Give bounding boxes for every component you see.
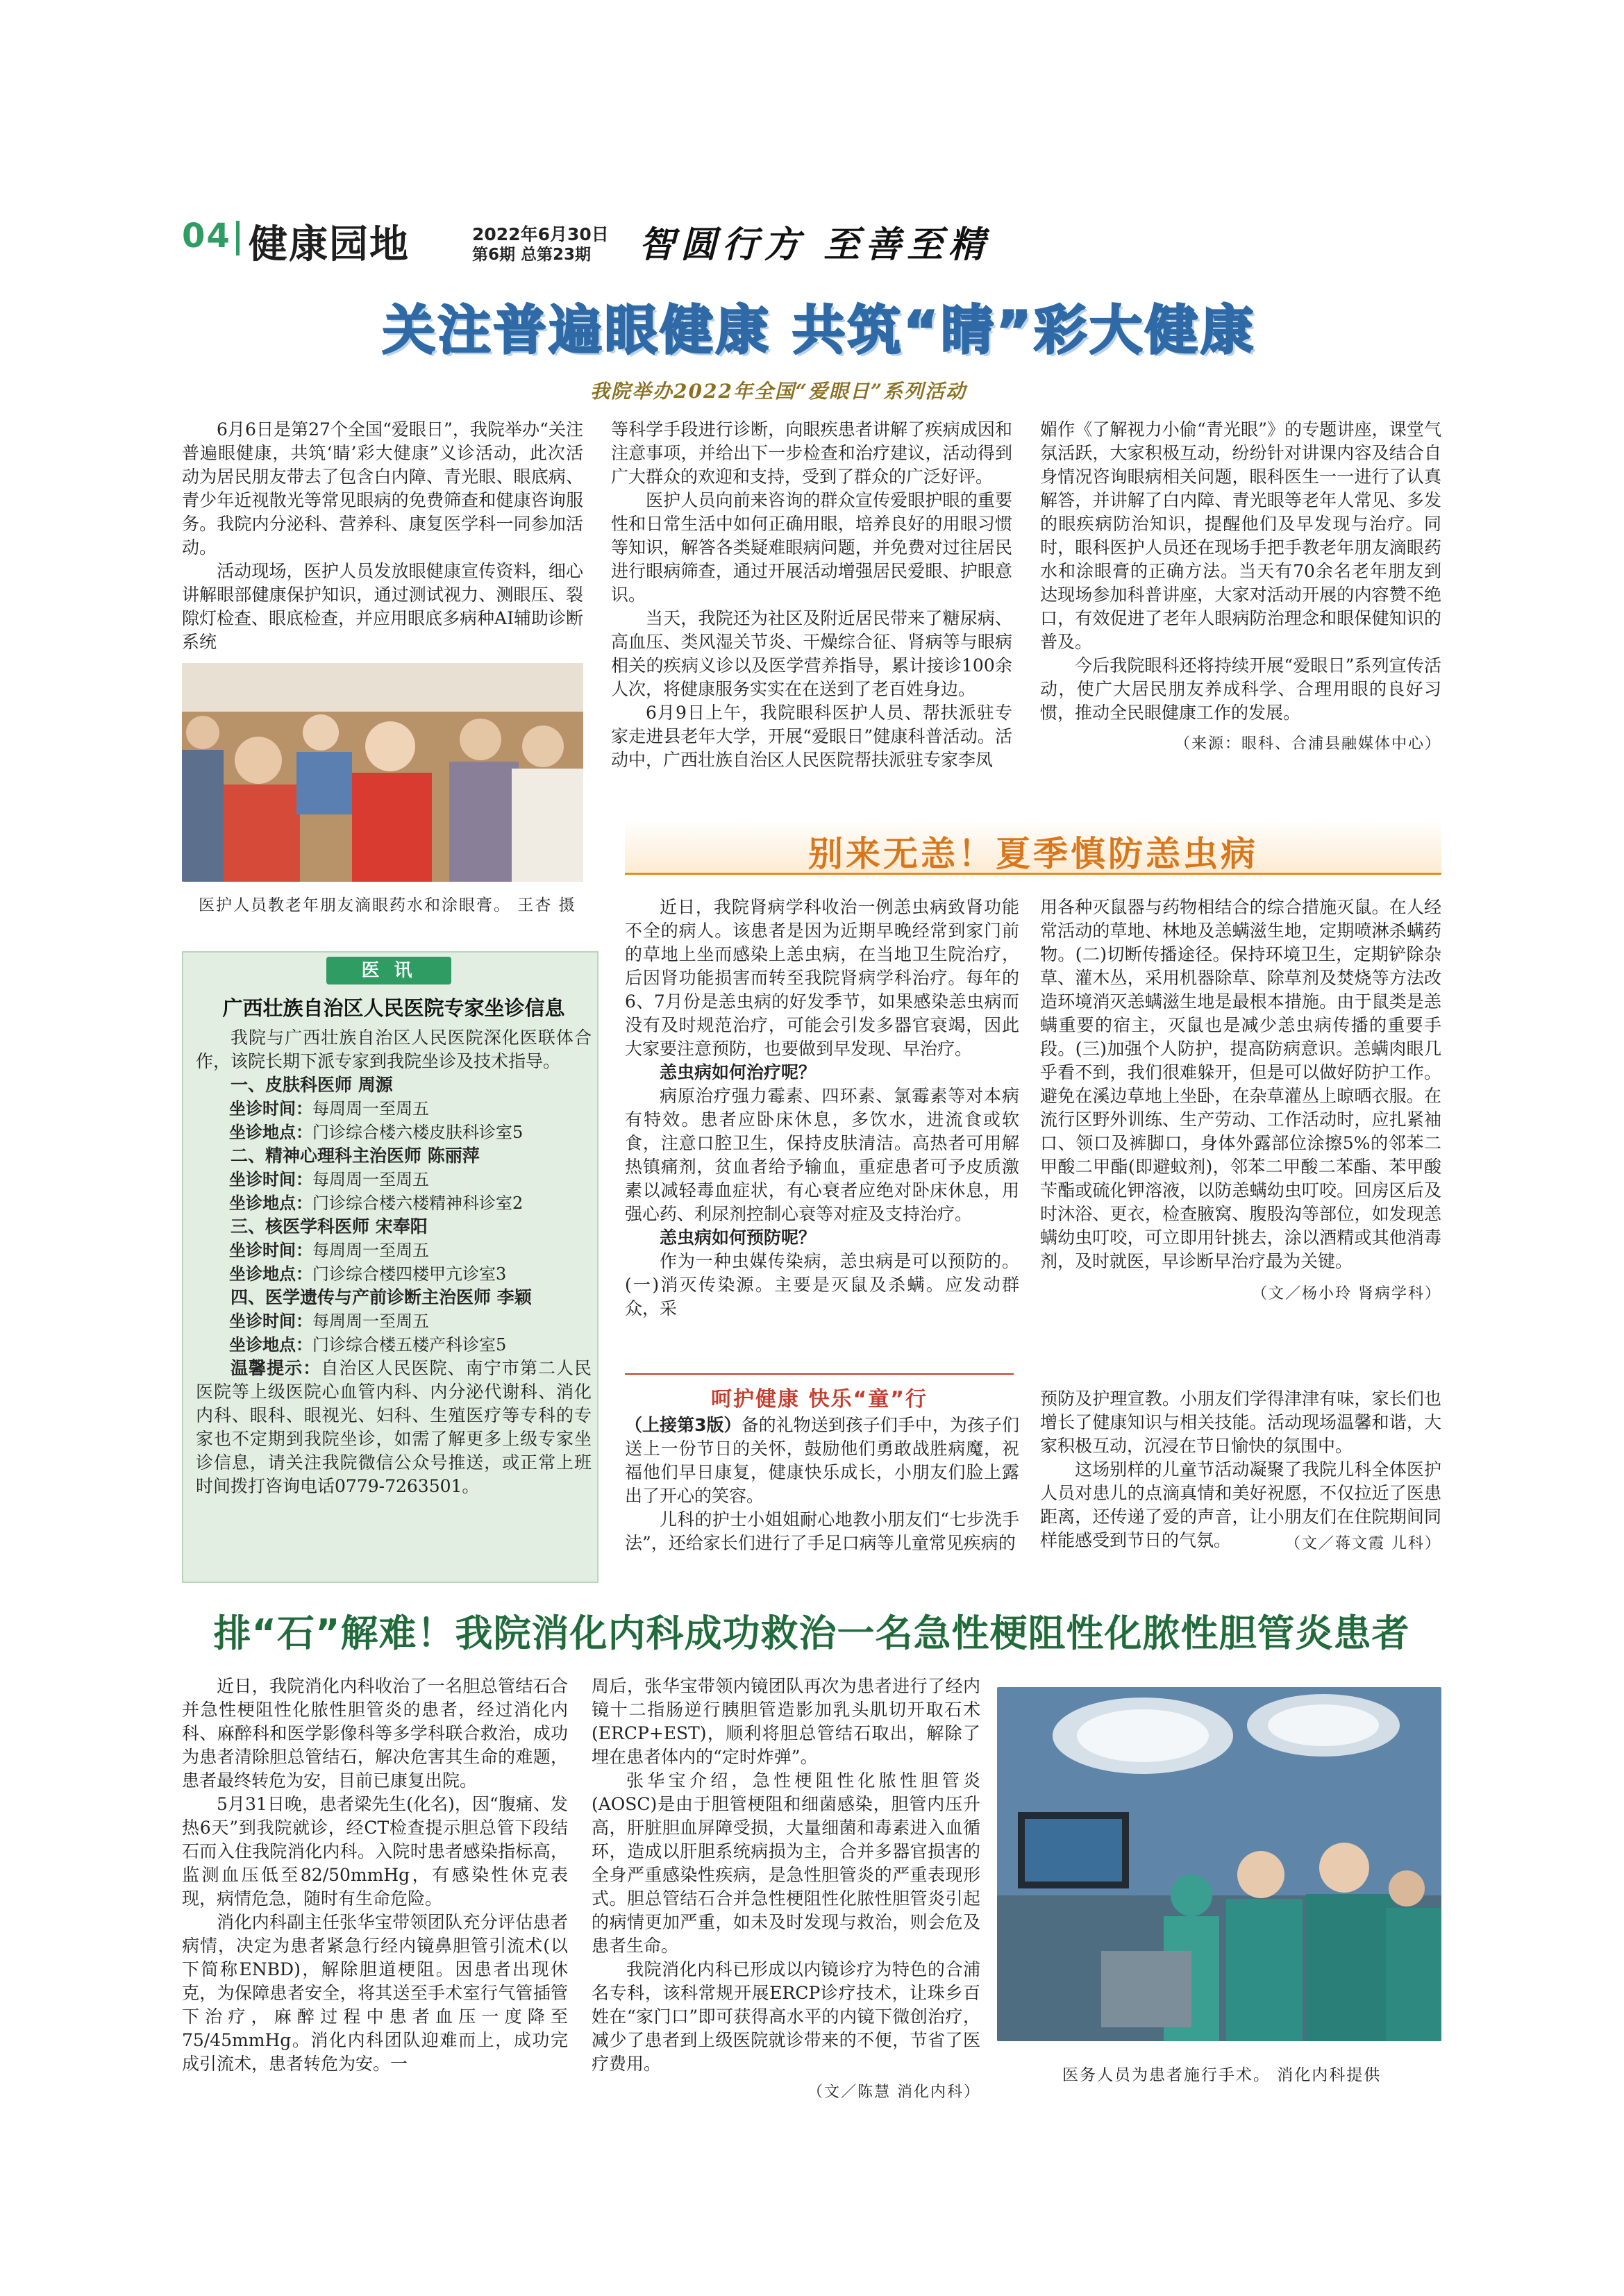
article2-paragraph: 用各种灭鼠器与药物相结合的综合措施灭鼠。在人经常活动的草地、林地及恙螨滋生地，定期喷淋杀螨药物。(二)切断传播途径。保持环境卫生，定期铲除杂草、灌木丛，采用机器除草、除草剂及焚烧等方法改造环境消灭恙螨滋生地是最根本措施。由于鼠类是恙螨重要的宿主，灭鼠也是减少恙虫病传播的重要手段。(三)加强个人防护，提高防病意识。恙螨肉眼几乎看不到，我们很难躲开，但是可以做好防护工作。避免在溪边草地上坐卧，在杂草灌丛上晾晒衣服。在流行区野外训练、生产劳动、工作活动时，应扎紧袖口、领口及裤脚口，身体外露部位涂擦5%的邻苯二甲酸二甲酯(即避蚊剂)，邻苯二甲酸二苯酯、苯甲酸苄酯或硫化钾溶液，以防恙螨幼虫叮咬。回房区后及时沐浴、更衣，检查腋窝、腹股沟等部位，如发现恙螨幼虫叮咬，可立即用针挑去，涂以酒精或其他消毒剂，及时就医，早诊断早治疗最为关键。 [1040, 897, 1441, 1271]
article3-paragraph: 预防及护理宣教。小朋友们学得津津有味，家长们也增长了健康知识与相关技能。活动现场温馨和谐，大家积极互动，沉浸在节日愉快的氛围中。 [1040, 1389, 1441, 1456]
place-value: 门诊综合楼六楼精神科诊室2 [312, 1193, 524, 1213]
article3-credit: （文／蒋文霞 儿科） [1285, 1535, 1441, 1552]
expert-item [196, 1286, 592, 1357]
article1-paragraph: 今后我院眼科还将持续开展“爱眼日”系列宣传活动，使广大居民朋友养成科学、合理用眼的良好习惯，推动全民眼健康工作的发展。 [1040, 655, 1441, 723]
article4-paragraph: 5月31日晚，患者梁先生(化名)，因“腹痛、发热6天”到我院就诊，经CT检查提示胆总管下段结石而入住我院消化内科。入院时患者感染指标高，监测血压低至82/50mmHg，有感染性休克表现，病情危急，随时有生命危险。 [182, 1794, 568, 1909]
time-label: 坐诊时间： [229, 1170, 312, 1189]
expert-heading: 一、皮肤科医师 周源 [231, 1075, 393, 1095]
article3-paragraph: 儿科的护士小姐姐耐心地教小朋友们“七步洗手法”，还给家长们进行了手足口病等儿童常见疾病的 [625, 1509, 1019, 1553]
article4-paragraph: 消化内科副主任张华宝带领团队充分评估患者病情，决定为患者紧急行经内镜鼻胆管引流术(以下简称ENBD)，解除胆道梗阻。因患者出现休克，为保障患者安全，将其送至手术室行气管插管下治疗，麻醉过程中患者血压一度降至75/45mmHg。消化内科团队迎难而上，成功完成引流术，患者转危为安。一 [182, 1912, 568, 2074]
tip-text: 自治区人民医院、南宁市第二人民医院等上级医院心血管内科、内分泌代谢科、消化内科、眼科、眼视光、妇科、生殖医疗等专科的专家也不定期到我院坐诊，如需了解更多上级专家坐诊信息，请关注我院微信公众号推送，或正常上班时间拨打咨询电话0779-7263501。 [196, 1358, 592, 1496]
article2-credit: （文／杨小玲 肾病学科） [1252, 1285, 1441, 1302]
expert-heading: 三、核医学科医师 宋奉阳 [231, 1216, 428, 1237]
hospital-motto: 智圆行方 至善至精 [639, 224, 991, 266]
continued-label: （上接第3版） [625, 1415, 742, 1435]
article2-subheading: 恙虫病如何预防呢？ [660, 1227, 817, 1248]
place-label: 坐诊地点： [229, 1123, 312, 1142]
notice-title: 广西壮族自治区人民医院专家坐诊信息 [222, 996, 565, 1020]
time-label: 坐诊时间： [229, 1099, 312, 1118]
section-title: 健康园地 [249, 221, 410, 267]
article2-col1 [625, 896, 1019, 1321]
surgery-photo [997, 1687, 1441, 2041]
time-label: 坐诊时间： [229, 1312, 312, 1331]
expert-item [196, 1144, 592, 1215]
article3-paragraph: 备的礼物送到孩子们手中，为孩子们送上一份节日的关怀，鼓励他们勇敢战胜病魔，祝福他们早日康复，健康快乐成长，小朋友们脸上露出了开心的笑容。 [625, 1415, 1019, 1506]
place-value: 门诊综合楼四楼甲亢诊室3 [312, 1264, 507, 1284]
notice-body [196, 1026, 592, 1498]
article3-rule [625, 1373, 1014, 1375]
issue-date: 2022年6月30日 [472, 224, 609, 244]
article3-col2 [1040, 1387, 1441, 1553]
place-label: 坐诊地点： [229, 1264, 312, 1284]
article4-col2 [592, 1675, 980, 2102]
expert-item [196, 1073, 592, 1144]
eye-care-photo [182, 663, 583, 882]
article1-paragraph: 6月6日是第27个全国“爱眼日”，我院举办“关注普遍眼健康，共筑‘睛’彩大健康”义诊活动，此次活动为居民朋友带去了包含白内障、青光眼、眼底病、青少年近视散光等常见眼病的免费筛查和健康咨询服务。我院内分泌科、营养科、康复医学科一同参加活动。 [182, 419, 583, 558]
time-value: 每周周一至周五 [312, 1170, 429, 1189]
expert-heading: 二、精神心理科主治医师 陈丽萍 [231, 1146, 480, 1166]
article1-paragraph: 当天，我院还为社区及附近居民带来了糖尿病、高血压、类风湿关节炎、干燥综合征、肾病等与眼病相关的疾病义诊以及医学营养指导，累计接诊100余人次，将健康服务实实在在送到了老百姓身边。 [611, 608, 1012, 699]
article4-paragraph: 张华宝介绍，急性梗阻性化脓性胆管炎(AOSC)是由于胆管梗阻和细菌感染，胆管内压升高，肝脏胆血屏障受损，大量细菌和毒素进入血循环，造成以肝胆系统病损为主，合并多器官损害的全身严重感染性疾病，是急性胆管炎的严重表现形式。胆总管结石合并急性梗阻性化脓性胆管炎引起的病情更加严重，如未及时发现与救治，则会危及患者生命。 [592, 1770, 980, 1956]
time-value: 每周周一至周五 [312, 1241, 429, 1260]
time-value: 每周周一至周五 [312, 1312, 429, 1331]
article2-paragraph: 作为一种虫媒传染病，恙虫病是可以预防的。(一)消灭传染源。主要是灭鼠及杀螨。应发动群众，采 [625, 1251, 1019, 1318]
place-label: 坐诊地点： [229, 1335, 312, 1355]
article3-paragraph: 这场别样的儿童节活动凝聚了我院儿科全体医护人员对患儿的点滴真情和美好祝愿，不仅拉近了医患距离，还传递了爱的声音，让小朋友们在住院期间同样能感受到节日的气氛。 [1040, 1459, 1441, 1550]
article2-headline: 别来无恙！夏季慎防恙虫病 [808, 834, 1258, 874]
article1-col1 [182, 418, 583, 654]
issue-number: 第6期 总第23期 [472, 246, 592, 264]
article3-col1 [625, 1414, 1019, 1555]
article4-headline: 排“石”解难！我院消化内科成功救治一名急性梗阻性化脓性胆管炎患者 [213, 1611, 1410, 1655]
article2-col2 [1040, 896, 1441, 1303]
tip-label: 温馨提示： [231, 1358, 321, 1378]
article1-paragraph: 活动现场，医护人员发放眼健康宣传资料，细心讲解眼部健康保护知识，通过测试视力、测眼压、裂隙灯检查、眼底检查，并应用眼底多病种AI辅助诊断系统 [182, 561, 583, 652]
expert-item [196, 1215, 592, 1286]
article1-paragraph: 医护人员向前来咨询的群众宣传爱眼护眼的重要性和日常生活中如何正确用眼，培养良好的用眼习惯等知识，解答各类疑难眼病问题，并免费对过往居民进行眼病筛查，通过开展活动增强居民爱眼、护眼意识。 [611, 490, 1012, 605]
article1-credit: （来源：眼科、合浦县融媒体中心） [1174, 735, 1441, 753]
page-number: 04 [182, 217, 231, 255]
place-value: 门诊综合楼六楼皮肤科诊室5 [312, 1123, 524, 1142]
article1-paragraph: 媚作《了解视力小偷“青光眼”》的专题讲座，课堂气氛活跃，大家积极互动，纷纷针对讲课内容及结合自身情况咨询眼病相关问题，眼科医生一一进行了认真解答，并讲解了白内障、青光眼等老年人常见、多发的眼疾病防治知识，提醒他们及早发现与治疗。同时，眼科医护人员还在现场手把手教老年朋友滴眼药水和涂眼膏的正确方法。当天有70余名老年朋友到达现场参加科普讲座，大家对活动开展的内容赞不绝口，有效促进了老年人眼病防治理念和眼保健知识的普及。 [1040, 419, 1441, 652]
article1-subhead: 我院举办2022年全国“爱眼日”系列活动 [590, 380, 967, 403]
photo1-caption: 医护人员教老年朋友滴眼药水和涂眼膏。 王杏 摄 [199, 896, 576, 914]
article1-headline: 关注普遍眼健康 共筑“睛”彩大健康 [382, 299, 1257, 361]
notice-tag: 医 讯 [326, 957, 451, 984]
article4-paragraph: 近日，我院消化内科收治了一名胆总管结石合并急性梗阻性化脓性胆管炎的患者，经过消化内科、麻醉科和医学影像科等多学科联合救治，成功为患者清除胆总管结石，解决危害其生命的难题，患者最终转危为安，目前已康复出院。 [182, 1676, 568, 1791]
place-value: 门诊综合楼五楼产科诊室5 [312, 1335, 507, 1355]
header-divider [236, 221, 240, 255]
article1-paragraph: 6月9日上午，我院眼科医护人员、帮扶派驻专家走进县老年大学，开展“爱眼日”健康科普活动。活动中，广西壮族自治区人民医院帮扶派驻专家李凤 [611, 703, 1012, 770]
article4-paragraph: 周后，张华宝带领内镜团队再次为患者进行了经内镜十二指肠逆行胰胆管造影加乳头肌切开取石术(ERCP+EST)，顺利将胆总管结石取出，解除了埋在患者体内的“定时炸弹”。 [592, 1676, 980, 1767]
place-label: 坐诊地点： [229, 1193, 312, 1213]
article2-paragraph: 近日，我院肾病学科收治一例恙虫病致肾功能不全的病人。该患者是因为近期早晚经常到家门前的草地上坐而感染上恙虫病，在当地卫生院治疗，后因肾功能损害而转至我院肾病学科治疗。每年的6、7月份是恙虫病的好发季节，如果感染恙虫病而没有及时规范治疗，可能会引发多器官衰竭，因此大家要注意预防，也要做到早发现、早治疗。 [625, 897, 1019, 1059]
expert-heading: 四、医学遗传与产前诊断主治医师 李颖 [231, 1287, 532, 1307]
article4-credit: （文／陈慧 消化内科） [807, 2084, 980, 2101]
article3-headline: 呵护健康 快乐“童”行 [711, 1387, 928, 1411]
notice-intro: 我院与广西壮族自治区人民医院深化医联体合作，该院长期下派专家到我院坐诊及技术指导。 [196, 1028, 592, 1071]
photo2-caption: 医务人员为患者施行手术。 消化内科提供 [1062, 2066, 1382, 2084]
article1-paragraph: 等科学手段进行诊断，向眼疾患者讲解了疾病成因和注意事项，并给出下一步检查和治疗建议，活动得到广大群众的欢迎和支持，受到了群众的广泛好评。 [611, 419, 1012, 487]
article4-paragraph: 我院消化内科已形成以内镜诊疗为特色的合浦名专科，该科常规开展ERCP诊疗技术，让珠乡百姓在“家门口”即可获得高水平的内镜下微创治疗，减少了患者到上级医院就诊带来的不便，节省了医疗费用。 [592, 1959, 980, 2074]
article1-col3 [1040, 418, 1441, 753]
article4-col1 [182, 1675, 568, 2076]
article2-subheading: 恙虫病如何治疗呢？ [660, 1062, 817, 1082]
article2-paragraph: 病原治疗强力霉素、四环素、氯霉素等对本病有特效。患者应卧床休息，多饮水，进流食或软食，注意口腔卫生，保持皮肤清洁。高热者可用解热镇痛剂，贫血者给予输血，重症患者可予皮质激素以减轻毒血症状，有心衰者应绝对卧床休息，用强心药、利尿剂控制心衰等对症及支持治疗。 [625, 1086, 1019, 1224]
article1-col2 [611, 418, 1012, 772]
time-value: 每周周一至周五 [312, 1099, 429, 1118]
time-label: 坐诊时间： [229, 1241, 312, 1260]
